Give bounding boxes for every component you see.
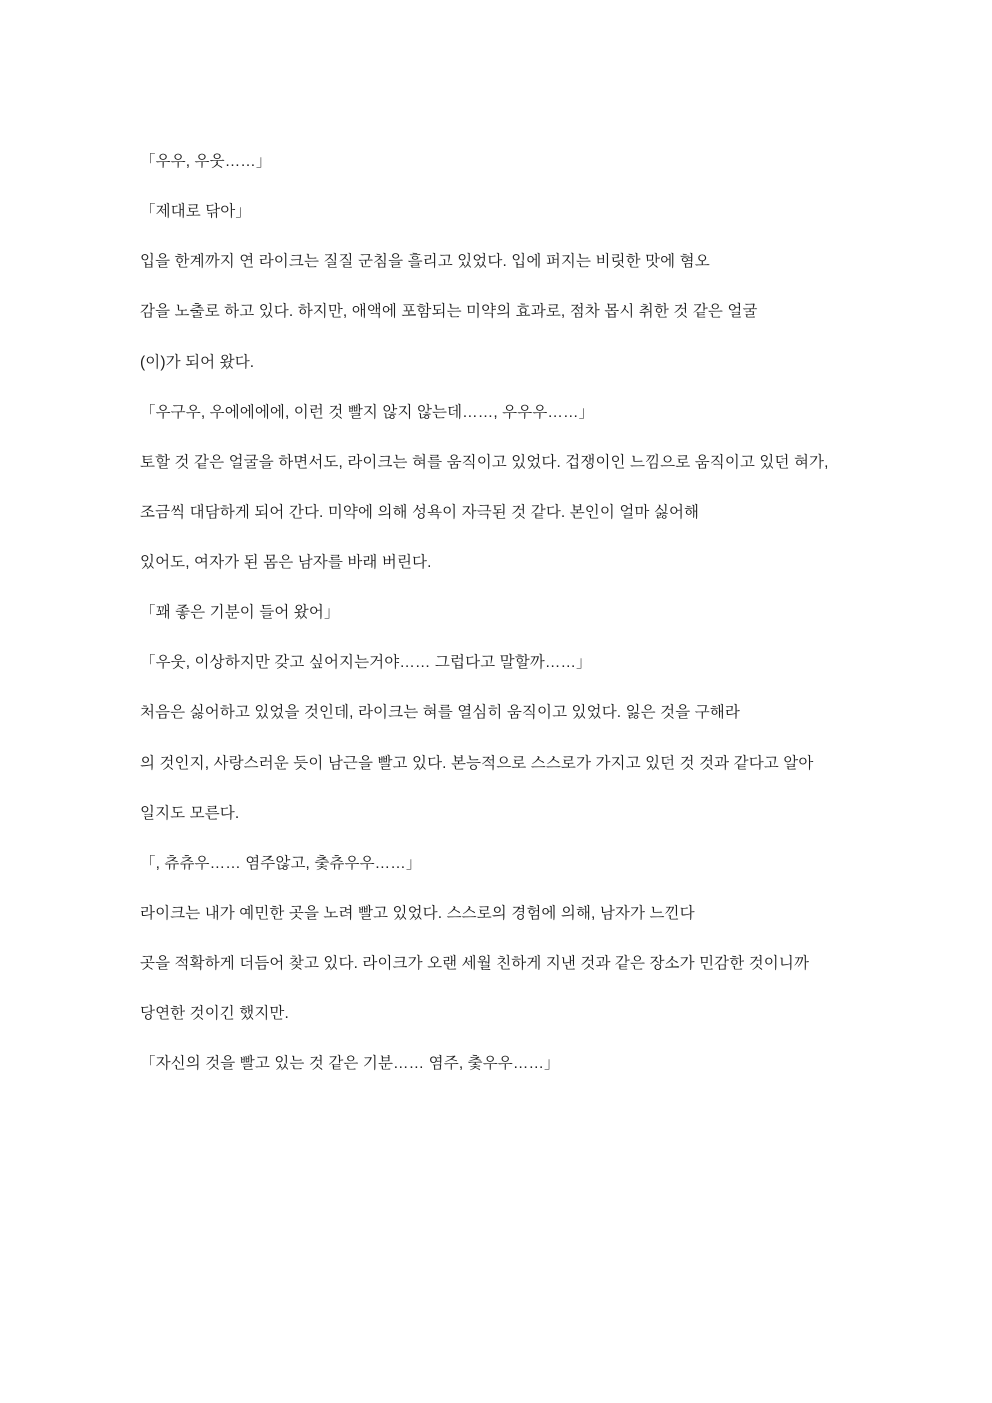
paragraph: (이)가 되어 왔다. bbox=[140, 353, 255, 371]
paragraph: 「우웃, 이상하지만 갖고 싶어지는거야…… 그럽다고 말할까……」 bbox=[140, 654, 592, 672]
paragraph: 있어도, 여자가 된 몸은 남자를 바래 버린다. bbox=[140, 554, 432, 571]
paragraph: 처음은 싫어하고 있었을 것인데, 라이크는 혀를 열심히 움직이고 있었다. 잃은 것을 구해라 bbox=[140, 704, 740, 722]
paragraph: 당연한 것이긴 했지만. bbox=[140, 1005, 289, 1023]
document-body bbox=[140, 148, 852, 1077]
paragraph: 감을 노출로 하고 있다. 하지만, 애액에 포함되는 미약의 효과로, 점차 몹시 취한 것 같은 얼굴 bbox=[140, 303, 758, 321]
paragraph: 「자신의 것을 빨고 있는 것 같은 기분…… 염주, 춫우우……」 bbox=[140, 1055, 560, 1073]
paragraph: 「꽤 좋은 기분이 들어 왔어」 bbox=[140, 604, 340, 622]
paragraph: 의 것인지, 사랑스러운 듯이 남근을 빨고 있다. 본능적으로 스스로가 가지고 있던 것 것과 같다고 알아 bbox=[140, 754, 814, 772]
paragraph: 「제대로 닦아」 bbox=[140, 203, 251, 221]
paragraph: 「우우, 우웃……」 bbox=[140, 153, 272, 170]
paragraph: 토할 것 같은 얼굴을 하면서도, 라이크는 혀를 움직이고 있었다. 겁쟁이인 느낌으로 움직이고 있던 혀가, bbox=[140, 453, 829, 471]
paragraph: 라이크는 내가 예민한 곳을 노려 빨고 있었다. 스스로의 경험에 의해, 남자가 느낀다 bbox=[140, 904, 695, 922]
paragraph: 「, 츄츄우…… 염주않고, 춫츄우우……」 bbox=[140, 854, 422, 872]
paragraph: 일지도 모른다. bbox=[140, 804, 240, 822]
paragraph: 입을 한계까지 연 라이크는 질질 군침을 흘리고 있었다. 입에 퍼지는 비릿한 맛에 혐오 bbox=[140, 253, 710, 271]
paragraph: 조금씩 대담하게 되어 간다. 미약에 의해 성욕이 자극된 것 같다. 본인이 얼마 싫어해 bbox=[140, 503, 700, 521]
paragraph: 곳을 적확하게 더듬어 찾고 있다. 라이크가 오랜 세월 친하게 지낸 것과 같은 장소가 민감한 것이니까 bbox=[140, 955, 810, 972]
paragraph: 「우구우, 우에에에에, 이런 것 빨지 않지 않는데……, 우우우……」 bbox=[140, 403, 595, 421]
